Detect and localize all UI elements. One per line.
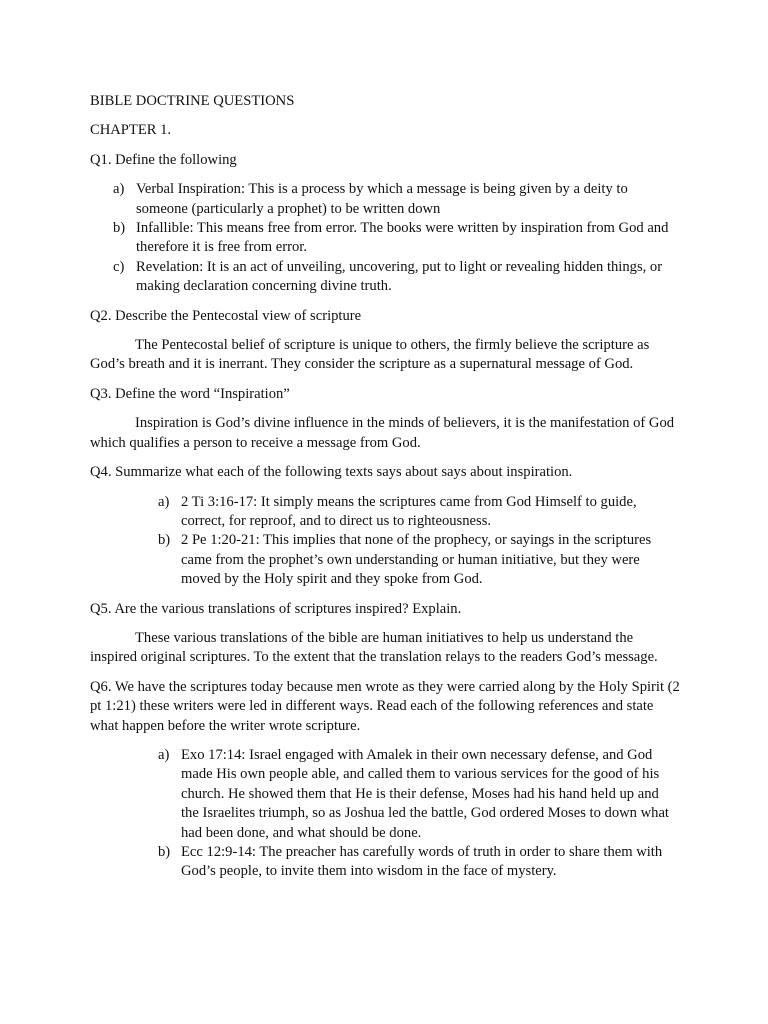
question-6: Q6. We have the scriptures today because men wrote as they were carried along by the Holy Spirit (2 pt 1:21) these writers were led in different ways. Read each of the following references and state what happen before the writer wrote scripture. bbox=[90, 678, 680, 734]
list-item bbox=[90, 843, 680, 882]
list-item bbox=[90, 531, 680, 589]
list-marker: a) bbox=[113, 181, 125, 198]
q1-definitions-list bbox=[90, 180, 680, 296]
answer-2: The Pentecostal belief of scripture is unique to others, the firmly believe the scripture as God’s breath and it is inerrant. They consider the scripture as a supernatural message of God. bbox=[90, 337, 650, 373]
list-marker: c) bbox=[113, 258, 125, 275]
list-item-text: 2 Pe 1:20-21: This implies that none of the prophecy, or sayings in the scriptures came from the prophet’s own understanding or human initiative, but they were moved by the Holy spirit and they spoke from God. bbox=[181, 532, 652, 588]
list-marker: a) bbox=[158, 493, 170, 510]
answer-3: Inspiration is God’s divine influence in the minds of believers, it is the manifestation of God which qualifies a person to receive a message from God. bbox=[90, 415, 675, 451]
list-item bbox=[90, 180, 680, 219]
list-marker: b) bbox=[158, 532, 171, 549]
list-item-text: Infallible: This means free from error. The books were written by inspiration from God and therefore it is free from error. bbox=[136, 220, 669, 256]
list-item-text: Exo 17:14: Israel engaged with Amalek in their own necessary defense, and God made His own people able, and called them to various services for the good of his church. He showed them that He is their defense, Moses had his hand held up and the Israelites triumph, so as Joshua led the battle, God ordered Moses to down what had been done, and what should be done. bbox=[181, 746, 669, 841]
document-title: BIBLE DOCTRINE QUESTIONS bbox=[90, 93, 295, 109]
list-item-text: 2 Ti 3:16-17: It simply means the scriptures came from God Himself to guide, correct, for reproof, and to direct us to righteousness. bbox=[181, 493, 637, 529]
list-marker: a) bbox=[158, 746, 170, 763]
question-3: Q3. Define the word “Inspiration” bbox=[90, 385, 290, 402]
chapter-heading: CHAPTER 1. bbox=[90, 122, 172, 139]
answer-5: These various translations of the bible are human initiatives to help us understand the inspired original scriptures. To the extent that the translation relays to the readers God’s message. bbox=[90, 629, 658, 666]
question-4: Q4. Summarize what each of the following texts says about says about inspiration. bbox=[90, 464, 573, 481]
question-1: Q1. Define the following bbox=[90, 151, 237, 168]
list-item bbox=[90, 493, 680, 532]
question-2: Q2. Describe the Pentecostal view of scripture bbox=[90, 307, 362, 324]
list-item bbox=[90, 258, 680, 297]
q4-texts-list bbox=[90, 493, 680, 590]
list-item bbox=[90, 746, 680, 843]
list-marker: b) bbox=[158, 844, 171, 860]
list-item-text: Revelation: It is an act of unveiling, uncovering, put to light or revealing hidden things, or making declaration concerning divine truth. bbox=[136, 258, 663, 295]
list-item-text: Ecc 12:9-14: The preacher has carefully words of truth in order to share them with God’s people, to invite them into wisdom in the face of mystery. bbox=[181, 844, 663, 880]
question-5: Q5. Are the various translations of scriptures inspired? Explain. bbox=[90, 600, 462, 617]
list-item-text: Verbal Inspiration: This is a process by which a message is being given by a deity to someone (particularly a prophet) to be written down bbox=[136, 181, 628, 217]
list-marker: b) bbox=[113, 220, 126, 237]
document-page bbox=[90, 92, 680, 892]
list-item bbox=[90, 219, 680, 258]
q6-references-list bbox=[90, 746, 680, 882]
